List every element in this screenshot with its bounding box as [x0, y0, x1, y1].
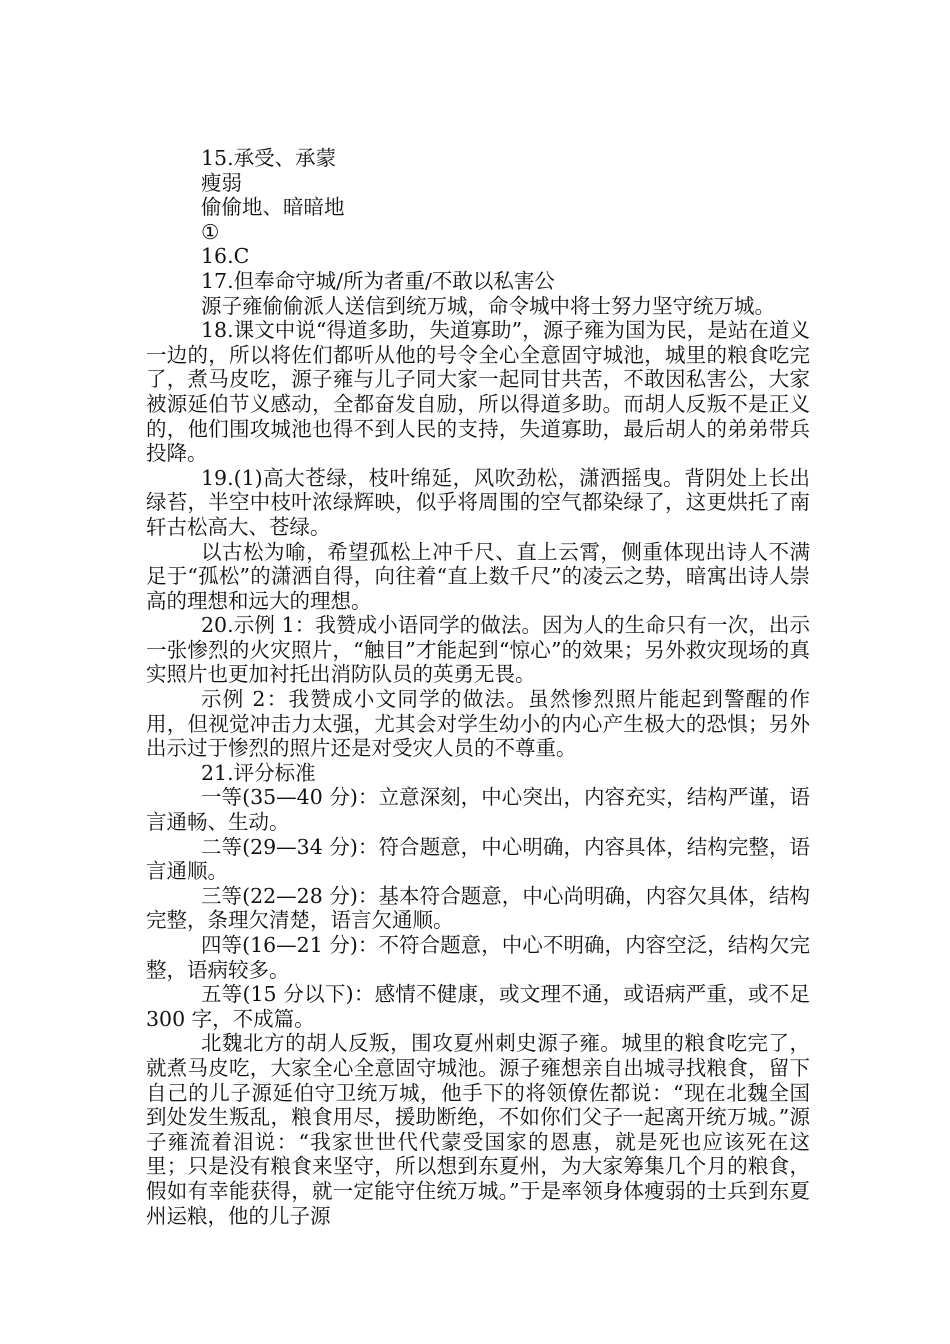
answer-16: 16.C — [201, 244, 250, 269]
answer-19-part-1: 19.(1)高大苍绿，枝叶绵延，风吹劲松，潇洒摇曳。背阴处上长出绿苔，半空中枝叶浓绿辉映，似乎将周围的空气都染绿了，这更烘托了南轩古松高大、苍绿。 — [146, 465, 810, 539]
answer-15-item-4: ① — [201, 219, 220, 244]
answer-20-example-1: 20.示例 1：我赞成小语同学的做法。因为人的生命只有一次，出示一张惨烈的火灾照片，“触目”才能起到“惊心”的效果；另外救灾现场的真实照片也更加衬托出消防队员的英勇无畏。 — [146, 613, 810, 687]
answer-19-part-2: 以古松为喻，希望孤松上冲千尺、直上云霄，侧重体现出诗人不满足于“孤松”的潇洒自得，向往着“直上数千尺”的凌云之势，暗寓出诗人崇高的理想和远大的理想。 — [146, 539, 810, 613]
document-page — [146, 146, 810, 1228]
grade-level-5: 五等(15 分以下)：感情不健康，或文理不通，或语病严重，或不足 300 字，不成篇。 — [146, 982, 810, 1031]
answer-18: 18.课文中说“得道多助，失道寡助”，源子雍为国为民，是站在道义一边的，所以将佐们都听从他的号令全心全意固守城池，城里的粮食吃完了，煮马皮吃，源子雍与儿子同大家一起同甘共苦，不敢因私害公，大家被源延伯节义感动，全都奋发自励，所以得道多助。而胡人反叛不是正义的，他们围攻城池也得不到人民的支持，失道寡助，最后胡人的弟弟带兵投降。 — [146, 318, 810, 466]
answer-17-translation: 源子雍偷偷派人送信到统万城，命令城中将士努力坚守统万城。 — [201, 293, 775, 318]
grade-level-1: 一等(35—40 分)：立意深刻，中心突出，内容充实，结构严谨，语言通畅、生动。 — [146, 785, 810, 835]
answer-17: 17.但奉命守城/所为者重/不敢以私害公 — [201, 268, 555, 293]
grade-level-2: 二等(29—34 分)：符合题意，中心明确，内容具体，结构完整，语言通顺。 — [146, 834, 810, 884]
classical-text-translation: 北魏北方的胡人反叛，围攻夏州刺史源子雍。城里的粮食吃完了，就煮马皮吃，大家全心全意固守城池。源子雍想亲自出城寻找粮食，留下自己的儿子源延伯守卫统万城，他手下的将领僚佐都说：“现在北魏全国到处发生叛乱，粮食用尽，援助断绝，不如你们父子一起离开统万城。”源子雍流着泪说：“我家世世代代蒙受国家的恩惠，就是死也应该死在这里；只是没有粮食来坚守，所以想到东夏州，为大家筹集几个月的粮食，假如有幸能获得，就一定能守住统万城。”于是率领身体瘦弱的士兵到东夏州运粮，他的儿子源 — [146, 1031, 810, 1228]
answer-20-example-2: 示例 2：我赞成小文同学的做法。虽然惨烈照片能起到警醒的作用，但视觉冲击力太强，尤其会对学生幼小的内心产生极大的恐惧；另外出示过于惨烈的照片还是对受灾人员的不尊重。 — [146, 687, 810, 761]
answer-15: 15.承受、承蒙 — [201, 146, 337, 170]
grade-level-3: 三等(22—28 分)：基本符合题意，中心尚明确，内容欠具体，结构完整，条理欠清楚，语言欠通顺。 — [146, 883, 810, 933]
answer-15-item-3: 偷偷地、暗暗地 — [201, 195, 345, 220]
answer-21-heading: 21.评分标准 — [201, 760, 316, 785]
answer-15-item-2: 瘦弱 — [201, 170, 242, 195]
grade-level-4: 四等(16—21 分)：不符合题意，中心不明确，内容空泛，结构欠完整，语病较多。 — [146, 933, 810, 982]
